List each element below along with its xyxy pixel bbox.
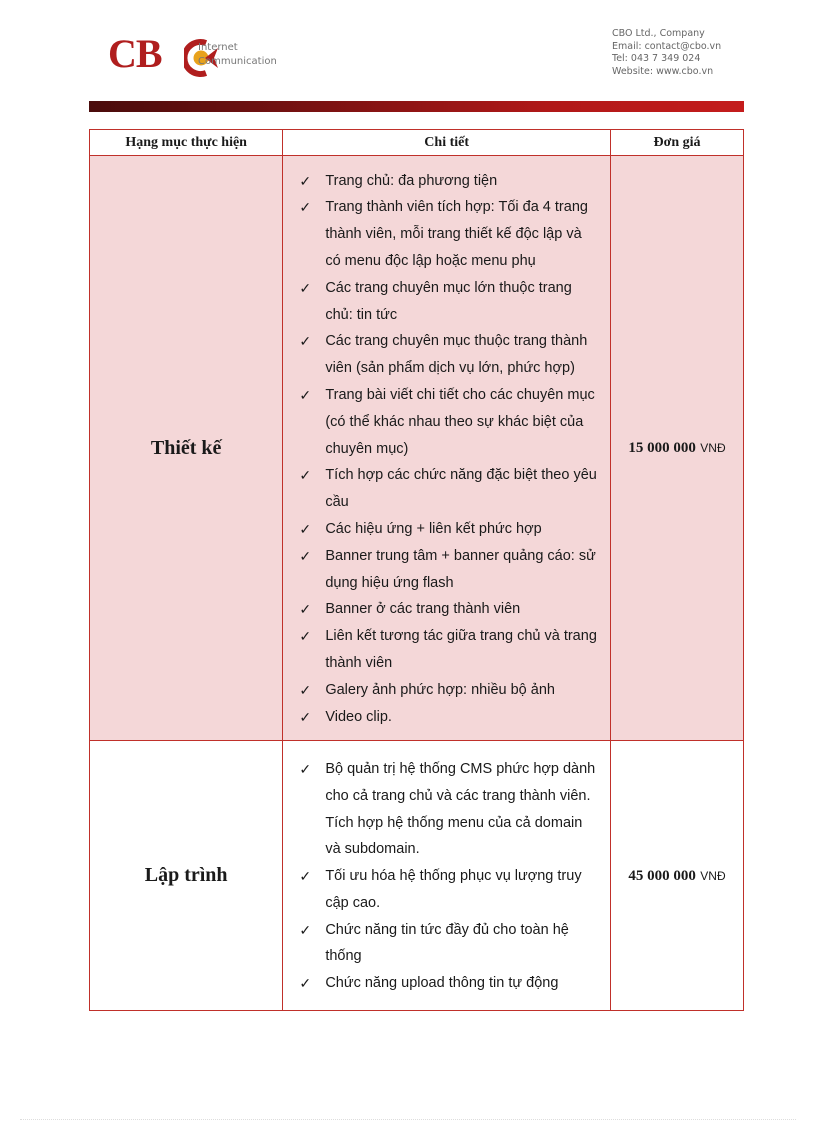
contact-info [612, 28, 721, 78]
list-item [299, 677, 600, 704]
checkmark-icon: ✓ [299, 467, 312, 484]
list-item-text: Trang thành viên tích hợp: Tối đa 4 trang thành viên, mỗi trang thiết kế độc lập và có menu độc lập hoặc menu phụ [325, 199, 588, 270]
company-name: CBO Ltd., Company [612, 28, 705, 39]
row-price [610, 156, 743, 741]
company-phone: Tel: 043 7 349 024 [612, 53, 701, 64]
list-item-text: Banner ở các trang thành viên [325, 601, 521, 618]
table-row [90, 156, 744, 741]
list-item [299, 970, 600, 997]
checkmark-icon: ✓ [299, 520, 312, 537]
price-table [89, 129, 744, 1011]
column-header-price: Đơn giá [610, 130, 743, 156]
checkmark-icon: ✓ [299, 760, 312, 777]
page-header [0, 0, 816, 100]
list-item-text: Trang bài viết chi tiết cho các chuyên mục (có thể khác nhau theo sự khác biệt của chuyên mục) [325, 387, 595, 457]
logo-text: CB [108, 31, 162, 76]
table-row [90, 741, 744, 1011]
checkmark-icon: ✓ [299, 708, 312, 725]
logo-tagline-line-1: Internet [198, 42, 238, 53]
list-item [299, 194, 600, 274]
checkmark-icon: ✓ [299, 921, 312, 938]
list-item [299, 623, 600, 677]
list-item-text: Tích hợp các chức năng đặc biệt theo yêu cầu [325, 467, 597, 511]
list-item-text: Chức năng tin tức đầy đủ cho toàn hệ thống [325, 921, 569, 965]
row-details [283, 741, 611, 1011]
row-price [610, 741, 743, 1011]
column-header-category: Hạng mục thực hiện [90, 130, 283, 156]
list-item [299, 275, 600, 329]
row-category: Lập trình [90, 741, 283, 1011]
checkmark-icon: ✓ [299, 601, 312, 618]
detail-list [299, 168, 600, 731]
company-email: Email: contact@cbo.vn [612, 40, 722, 52]
row-category: Thiết kế [90, 156, 283, 741]
checkmark-icon: ✓ [299, 681, 312, 698]
list-item [299, 596, 600, 623]
list-item-text: Bộ quản trị hệ thống CMS phức hợp dành cho cả trang chủ và các trang thành viên. Tích hợp hệ thống menu của cả domain và subdomain. [325, 760, 596, 858]
checkmark-icon: ✓ [299, 547, 312, 564]
company-website: Website: www.cbo.vn [612, 65, 714, 77]
detail-list [299, 756, 600, 997]
list-item [299, 917, 600, 971]
checkmark-icon: ✓ [299, 975, 312, 992]
header-divider-bar [89, 101, 744, 112]
list-item-text: Banner trung tâm + banner quảng cáo: sử dụng hiệu ứng flash [325, 547, 596, 591]
list-item [299, 863, 600, 917]
checkmark-icon: ✓ [299, 387, 312, 403]
column-header-details: Chi tiết [283, 130, 611, 156]
logo-tagline-line-2: Communication [198, 56, 277, 67]
list-item-text: Galery ảnh phức hợp: nhiều bộ ảnh [325, 681, 555, 698]
list-item-text: Các trang chuyên mục thuộc trang thành viên (sản phẩm dịch vụ lớn, phức hợp) [325, 333, 588, 377]
list-item-text: Video clip. [325, 708, 392, 725]
checkmark-icon: ✓ [299, 279, 312, 296]
list-item [299, 328, 600, 382]
row-details [283, 156, 611, 741]
list-item [299, 704, 600, 731]
price-value: 15 000 000 [628, 440, 696, 456]
list-item [299, 382, 600, 462]
list-item-text: Các hiệu ứng + liên kết phức hợp [325, 520, 542, 537]
checkmark-icon: ✓ [299, 628, 312, 645]
list-item [299, 516, 600, 543]
list-item-text: Liên kết tương tác giữa trang chủ và trang thành viên [325, 628, 597, 671]
checkmark-icon: ✓ [299, 172, 312, 189]
list-item-text: Tối ưu hóa hệ thống phục vụ lượng truy cập cao. [325, 868, 582, 911]
logo-tagline [198, 41, 277, 69]
list-item-text: Trang chủ: đa phương tiện [325, 172, 498, 189]
list-item [299, 756, 600, 863]
checkmark-icon: ✓ [299, 333, 312, 350]
price-value: 45 000 000 [628, 867, 696, 884]
list-item [299, 543, 600, 597]
list-item-text: Chức năng upload thông tin tự động [325, 975, 559, 992]
list-item-text: Các trang chuyên mục lớn thuộc trang chủ: tin tức [325, 279, 572, 323]
checkmark-icon: ✓ [299, 868, 312, 885]
list-item [299, 462, 600, 516]
table-header-row [90, 130, 744, 156]
list-item [299, 168, 600, 195]
price-unit: VNĐ [700, 441, 726, 455]
checkmark-icon: ✓ [299, 199, 312, 216]
footer-divider [20, 1119, 796, 1120]
price-unit: VNĐ [700, 868, 726, 883]
